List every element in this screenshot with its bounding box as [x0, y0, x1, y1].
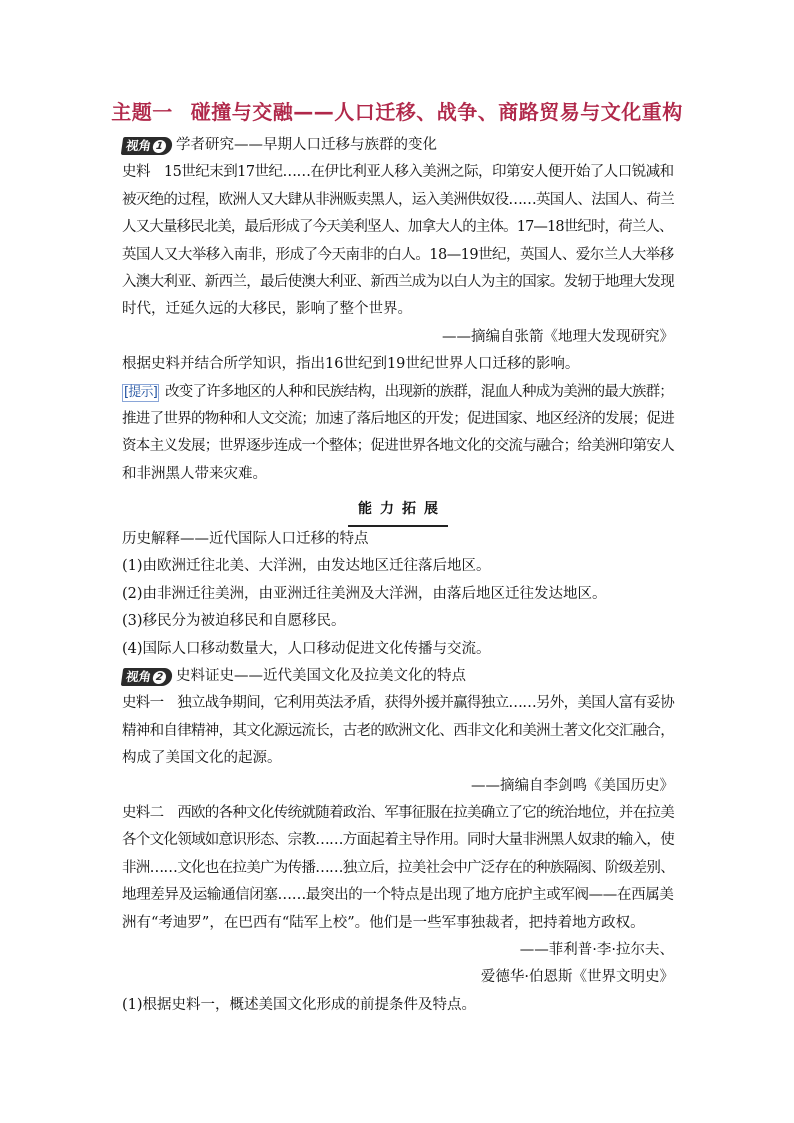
ability-item: (2)由非洲迁往美洲，由亚洲迁往美洲及大洋洲，由落后地区迁往发达地区。: [122, 585, 607, 602]
question1: 根据史料并结合所学知识，指出16世纪到19世纪世界人口迁移的影响。: [122, 356, 580, 373]
source3-line: 地理差异及运输通信闭塞……最突出的一个特点是出现了地方庇护主或军阀——在西属美: [122, 887, 674, 904]
view-badge-label: 视角: [124, 137, 153, 153]
hint-line: 推进了世界的物种和人文交流；加速了落后地区的开发；促进国家、地区经济的发展；促进: [122, 410, 674, 427]
title-topic-label: 主题一: [111, 100, 173, 124]
source1-label: 史料: [122, 164, 150, 181]
hint-line: 资本主义发展；世界逐步连成一个整体；促进世界各地文化的交流与融合；给美洲印第安人: [122, 438, 674, 455]
view1-heading-row: [122, 132, 674, 159]
title-topic-text: 碰撞与交融——人口迁移、战争、商路贸易与文化重构: [190, 100, 683, 124]
source2-line: 构成了美国文化的起源。: [122, 750, 282, 767]
source1-citation: ——摘编自张箭《地理大发现研究》: [442, 328, 674, 345]
source1-line: 入澳大利亚、新西兰，最后使澳大利亚、新西兰成为以白人为主的国家。发轫于地理大发现: [122, 273, 674, 290]
source1-line: [122, 159, 674, 186]
view-badge-label: 视角: [124, 669, 153, 685]
hint-line: 和非洲黑人带来灾难。: [122, 465, 267, 482]
source3-line: 洲有“考迪罗”，在巴西有“陆军上校”。他们是一些军事独裁者，把持着地方政权。: [122, 914, 645, 931]
page-title: [0, 96, 794, 125]
question2: (1)根据史料一，概述美国文化形成的前提条件及特点。: [122, 996, 477, 1013]
ability-intro: 历史解释——近代国际人口迁移的特点: [122, 531, 369, 548]
view2-heading-row: [122, 663, 674, 690]
hint-line: [122, 379, 674, 406]
source2-line: 史料一 独立战争期间，它利用英法矛盾，获得外援并赢得独立……另外，美国人富有妥协: [122, 695, 674, 712]
content-body: [122, 132, 674, 1019]
hint-text: 改变了许多地区的人种和民族结构，出现新的族群，混血人种成为美洲的最大族群；: [165, 383, 674, 400]
ability-item: (1)由欧洲迁往北美、大洋洲，由发达地区迁往落后地区。: [122, 558, 491, 575]
ability-heading-text: 能力拓展: [348, 494, 448, 527]
source1-line: 人又大量移民北美，最后形成了今天美利坚人、加拿大人的主体。17—18世纪时，荷兰人、: [122, 219, 673, 236]
source3-line: 史料二 西欧的各种文化传统就随着政治、军事征服在拉美确立了它的统治地位，并在拉美: [122, 804, 674, 821]
ability-item: (4)国际人口移动数量大，人口移动促进文化传播与交流。: [122, 640, 491, 657]
ability-section-heading: [122, 494, 674, 524]
source1-line: 英国人又大举移入南非，形成了今天南非的白人。18—19世纪，英国人、爱尔兰人大举移: [122, 246, 674, 263]
source1-text: 15世纪末到17世纪……在伊比利亚人移入美洲之际，印第安人便开始了人口锐减和: [163, 164, 674, 181]
source2-citation: ——摘编自李剑鸣《美国历史》: [471, 777, 674, 794]
source1-line: 被灭绝的过程，欧洲人又大肆从非洲贩卖黑人，运入美洲供奴役……英国人、法国人、荷兰: [122, 191, 674, 208]
view-badge-number: 2: [152, 670, 167, 683]
view2-heading: 史料证史——近代美国文化及拉美文化的特点: [176, 668, 467, 685]
ability-item: (3)移民分为被迫移民和自愿移民。: [122, 613, 346, 630]
source2-line: 精神和自律精神，其文化源远流长，古老的欧洲文化、西非文化和美洲土著文化交汇融合，: [122, 722, 674, 739]
view-badge-1: [121, 137, 174, 155]
source3-citation-1: ——菲利普·李·拉尔夫、: [519, 941, 674, 958]
source3-line: 各个文化领域如意识形态、宗教……方面起着主导作用。同时大量非洲黑人奴隶的输入，使: [122, 832, 674, 849]
source3-line: 非洲……文化也在拉美广为传播……独立后，拉美社会中广泛存在的种族隔阂、阶级差别、: [122, 859, 674, 876]
hint-label: [提示]: [124, 384, 158, 400]
source1-line: 时代，迁延久远的大移民，影响了整个世界。: [122, 301, 412, 318]
source3-citation-2: 爱德华·伯恩斯《世界文明史》: [480, 969, 674, 986]
view-badge-number: 1: [152, 139, 167, 152]
view-badge-2: [121, 668, 174, 686]
view1-heading: 学者研究——早期人口迁移与族群的变化: [176, 137, 438, 153]
